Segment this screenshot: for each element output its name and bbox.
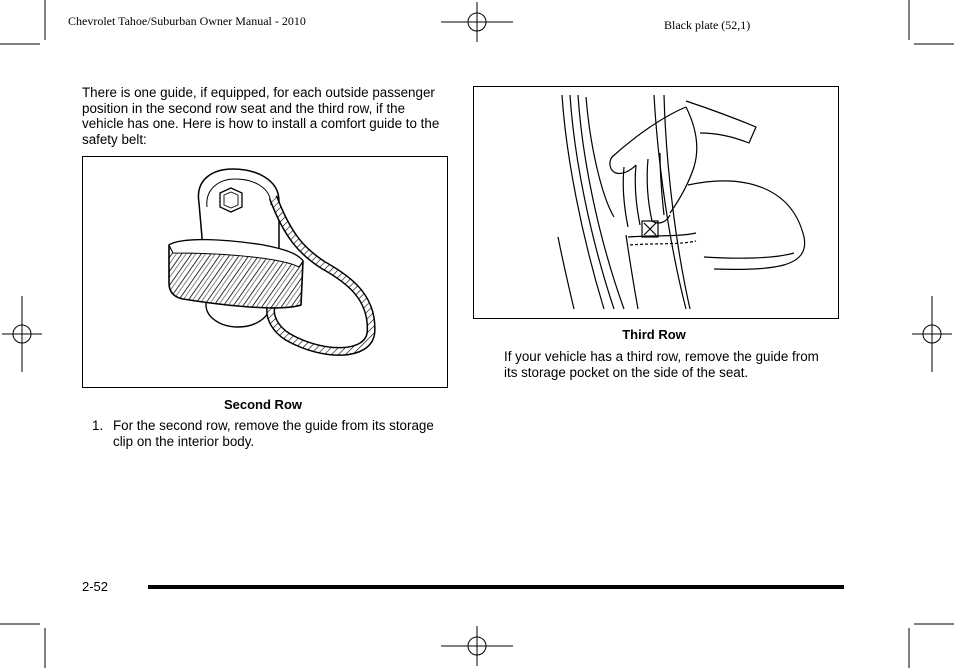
registration-target-bottom — [441, 626, 513, 666]
second-row-caption: Second Row — [223, 397, 302, 412]
registration-target-left — [2, 296, 42, 372]
second-row-figure — [82, 156, 448, 388]
third-row-figure — [473, 86, 839, 319]
registration-target-top — [441, 2, 513, 42]
step-text: For the second row, remove the guide from its storage clip on the interior body. — [113, 418, 434, 449]
instruction-step — [92, 418, 452, 449]
page-number: 2-52 — [82, 579, 109, 594]
registration-target-right — [912, 296, 952, 372]
third-row-caption: Third Row — [622, 327, 686, 342]
manual-title: Chevrolet Tahoe/Suburban Owner Manual - 2010 — [68, 14, 306, 28]
comfort-guide-illustration — [83, 157, 446, 386]
intro-paragraph: There is one guide, if equipped, for each outside passenger position in the second row seat and the third row, if the vehicle has one. Here is how to install a comfort guide to the safety belt: — [82, 85, 440, 147]
third-row-paragraph: If your vehicle has a third row, remove the guide from its storage pocket on the side of the seat. — [504, 349, 819, 380]
step-number: 1. — [92, 418, 104, 433]
footer-rule — [148, 585, 844, 589]
seat-pocket-illustration — [474, 87, 837, 317]
plate-label: Black plate (52,1) — [664, 18, 751, 32]
